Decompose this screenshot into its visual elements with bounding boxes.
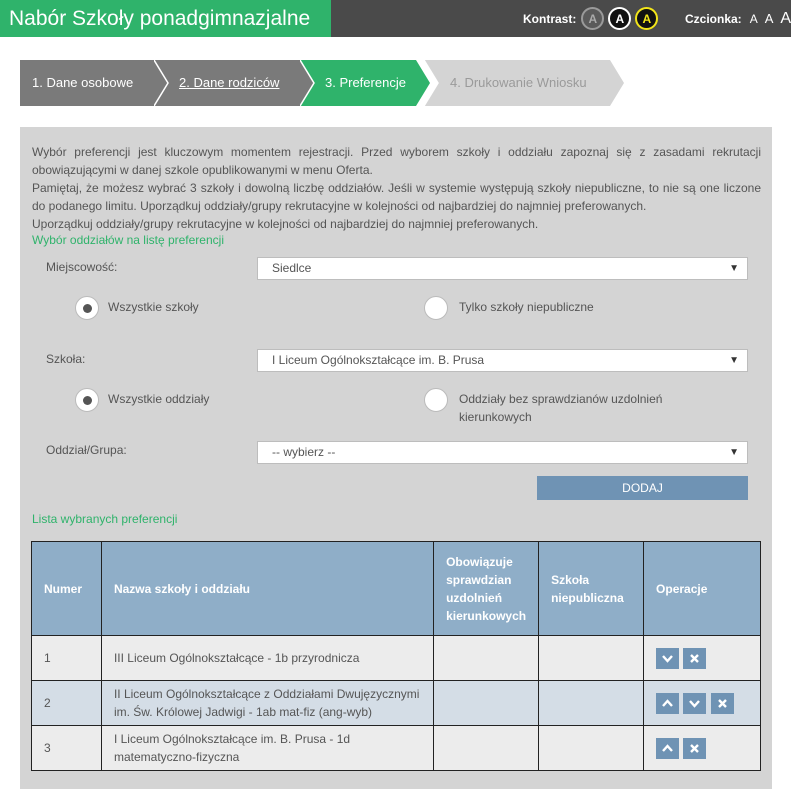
move-up-button[interactable] (656, 693, 679, 714)
step-label: 4. Drukowanie Wniosku (450, 75, 587, 90)
preferences-panel (20, 127, 772, 789)
column-header-number: Numer (32, 542, 102, 636)
branch-label: Oddział/Grupa: (46, 443, 127, 457)
school-select[interactable] (257, 349, 748, 372)
add-button[interactable]: DODAJ (537, 476, 748, 500)
move-down-button[interactable] (656, 648, 679, 669)
step-label: 3. Preferencje (325, 75, 406, 90)
chevron-down-icon: ▼ (729, 355, 739, 366)
school-select-value: I Liceum Ogólnokształcące im. B. Prusa (272, 353, 485, 367)
column-header-private: Szkoła niepubliczna (539, 542, 644, 636)
contrast-black-white-button[interactable]: A (608, 7, 631, 30)
close-icon (688, 742, 701, 755)
radio-all-schools[interactable] (75, 296, 99, 320)
column-header-name: Nazwa szkoły i oddziału (101, 542, 433, 636)
list-title: Lista wybranych preferencji (32, 512, 178, 526)
intro-paragraph: Pamiętaj, że możesz wybrać 3 szkoły i dowolną liczbę oddziałów. Jeśli w systemie występują szkoły niepubliczne, to nie są one liczone do podanego limitu. Uporządkuj oddziały/grupy rekrutacyjne w kolejności od najbardziej do najmniej preferowanych. (32, 181, 761, 213)
row-name: III Liceum Ogólnokształcące - 1b przyrodnicza (101, 636, 433, 681)
radio-all-branches[interactable] (75, 388, 99, 412)
contrast-switcher (523, 0, 662, 37)
radio-branches-without-tests-label: Oddziały bez sprawdzianów uzdolnień kierunkowych (459, 392, 663, 424)
table-row (32, 681, 761, 726)
row-private (539, 681, 644, 726)
font-large-button[interactable]: A (780, 9, 791, 27)
row-name: I Liceum Ogólnokształcące im. B. Prusa - 1d matematyczno-fizyczna (101, 726, 433, 771)
city-select-value: Siedlce (272, 261, 312, 275)
row-test-required (434, 726, 539, 771)
close-icon (688, 652, 701, 665)
step-parents-data[interactable] (154, 60, 314, 106)
step-label: 2. Dane rodziców (179, 75, 280, 90)
radio-all-schools-label: Wszystkie szkoły (108, 300, 199, 314)
chevron-up-icon (661, 742, 674, 755)
remove-button[interactable] (683, 738, 706, 759)
city-select[interactable] (257, 257, 748, 280)
chevron-down-icon: ▼ (729, 263, 739, 274)
row-operations (644, 681, 761, 726)
contrast-black-yellow-button[interactable]: A (635, 7, 658, 30)
row-number: 2 (32, 681, 102, 726)
font-small-button[interactable]: A (749, 11, 758, 26)
step-preferences[interactable] (300, 60, 430, 106)
move-up-button[interactable] (656, 738, 679, 759)
radio-private-schools-only-label: Tylko szkoły niepubliczne (459, 300, 594, 314)
chevron-up-icon (661, 697, 674, 710)
row-private (539, 636, 644, 681)
font-size-label: Czcionka: (685, 11, 742, 26)
preferences-table (31, 541, 761, 771)
city-label: Miejscowość: (46, 260, 118, 274)
font-size-switcher (685, 0, 791, 37)
row-operations (644, 726, 761, 771)
move-down-button[interactable] (683, 693, 706, 714)
row-operations (644, 636, 761, 681)
step-personal-data[interactable] (20, 60, 170, 106)
wizard-steps (20, 60, 640, 106)
row-number: 3 (32, 726, 102, 771)
row-number: 1 (32, 636, 102, 681)
remove-button[interactable] (711, 693, 734, 714)
row-test-required (434, 681, 539, 726)
school-label: Szkoła: (46, 352, 86, 366)
radio-branches-without-tests[interactable] (424, 388, 448, 412)
contrast-label: Kontrast: (523, 11, 577, 26)
contrast-default-button[interactable]: A (581, 7, 604, 30)
table-header-row (32, 542, 761, 636)
table-row (32, 636, 761, 681)
column-header-operations: Operacje (644, 542, 761, 636)
intro-paragraph: Wybór preferencji jest kluczowym momentem rejestracji. Przed wyborem szkoły i oddziału zapoznaj się z zasadami rekrutacji obowiązującymi w danej szkole opublikowanymi w menu Oferta. (32, 145, 761, 177)
section-title: Wybór oddziałów na listę preferencji (32, 233, 224, 247)
row-test-required (434, 636, 539, 681)
intro-paragraph: Uporządkuj oddziały/grupy rekrutacyjne w kolejności od najbardziej do najmniej preferowanych. (32, 217, 539, 231)
chevron-down-icon (661, 652, 674, 665)
table-row (32, 726, 761, 771)
close-icon (716, 697, 729, 710)
branch-select[interactable] (257, 441, 748, 464)
column-header-test-required: Obowiązuje sprawdzian uzdolnień kierunkowych (434, 542, 539, 636)
radio-all-branches-label: Wszystkie oddziały (108, 392, 210, 406)
step-label: 1. Dane osobowe (32, 75, 134, 90)
top-bar (0, 0, 791, 37)
branch-select-value: -- wybierz -- (272, 445, 336, 459)
step-print-application[interactable] (424, 60, 624, 106)
chevron-down-icon (688, 697, 701, 710)
font-medium-button[interactable]: A (764, 11, 774, 26)
app-title: Nabór Szkoły ponadgimnazjalne (0, 0, 331, 37)
chevron-down-icon: ▼ (729, 447, 739, 458)
radio-private-schools-only[interactable] (424, 296, 448, 320)
row-name: II Liceum Ogólnokształcące z Oddziałami Dwujęzycznymi im. Św. Królowej Jadwigi - 1ab mat-fiz (ang-wyb) (101, 681, 433, 726)
intro-text (32, 143, 761, 233)
remove-button[interactable] (683, 648, 706, 669)
row-private (539, 726, 644, 771)
